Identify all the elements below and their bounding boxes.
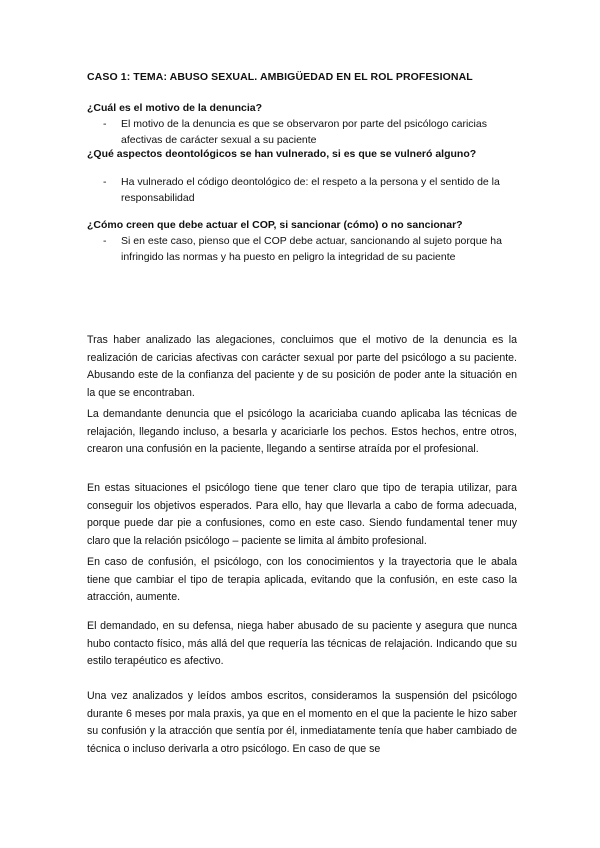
- question-3: ¿Cómo creen que debe actuar el COP, si sancionar (cómo) o no sancionar?: [87, 219, 463, 231]
- paragraph-1: Tras haber analizado las alegaciones, concluimos que el motivo de la denuncia es la realización de caricias afectivas con carácter sexual por parte del psicólogo a su paciente. Abusando este de la confianza del paciente y de su posición de poder ante la situación en la que se encontraban.: [87, 334, 517, 399]
- paragraph-2: La demandante denuncia que el psicólogo la acariciaba cuando aplicaba las técnicas de relajación, llegando incluso, a besarla y acariciarle los pechos. Estos hechos, entre otros, crearon una confusión en la paciente, llegando a sentirse atraída por el profesional.: [87, 408, 517, 456]
- question-2: ¿Qué aspectos deontológicos se han vulnerado, si es que se vulneró alguno?: [87, 148, 477, 160]
- answer-1: [103, 116, 518, 148]
- case-title: CASO 1: TEMA: ABUSO SEXUAL. AMBIGÜEDAD EN EL ROL PROFESIONAL: [87, 71, 473, 83]
- answer-2-text: Ha vulnerado el código deontológico de: el respeto a la persona y el sentido de la responsabilidad: [121, 176, 500, 204]
- answer-3: [103, 233, 518, 265]
- answer-1-text: El motivo de la denuncia es que se observaron por parte del psicólogo caricias afectivas de carácter sexual a su paciente: [121, 118, 487, 146]
- paragraph-4: En caso de confusión, el psicólogo, con los conocimientos y la trayectoria que le abala tiene que cambiar el tipo de terapia aplicada, evitando que la confusión, en este caso la atracción, aumente.: [87, 556, 517, 604]
- answer-2: [103, 174, 518, 206]
- bullet-dash: -: [103, 235, 107, 247]
- answer-3-text: Si en este caso, pienso que el COP debe actuar, sancionando al sujeto porque ha infringido las normas y ha puesto en peligro la integridad de su paciente: [121, 235, 502, 263]
- paragraph-5: El demandado, en su defensa, niega haber abusado de su paciente y asegura que nunca hubo contacto físico, más allá del que requería las técnicas de relajación. Indicando que su estilo terapéutico es afectivo.: [87, 620, 517, 668]
- question-1: ¿Cuál es el motivo de la denuncia?: [87, 102, 263, 114]
- paragraph-3: En estas situaciones el psicólogo tiene que tener claro que tipo de terapia utilizar, para conseguir los objetivos esperados. Para ello, hay que llevarla a cabo de forma adecuada, porque puede dar pie a confusiones, como en este caso. Siendo fundamental tener muy claro que la relación psicólogo – paciente se limita al ámbito profesional.: [87, 482, 517, 547]
- bullet-dash: -: [103, 176, 107, 188]
- bullet-dash: -: [103, 118, 107, 130]
- paragraph-6: Una vez analizados y leídos ambos escritos, consideramos la suspensión del psicólogo durante 6 meses por mala praxis, ya que en el momento en el que la paciente le hizo saber su confusión y la atracción que sentía por él, inmediatamente tenía que haber cambiado de técnica o incluso derivarla a otro psicólogo. En caso de que se: [87, 690, 517, 755]
